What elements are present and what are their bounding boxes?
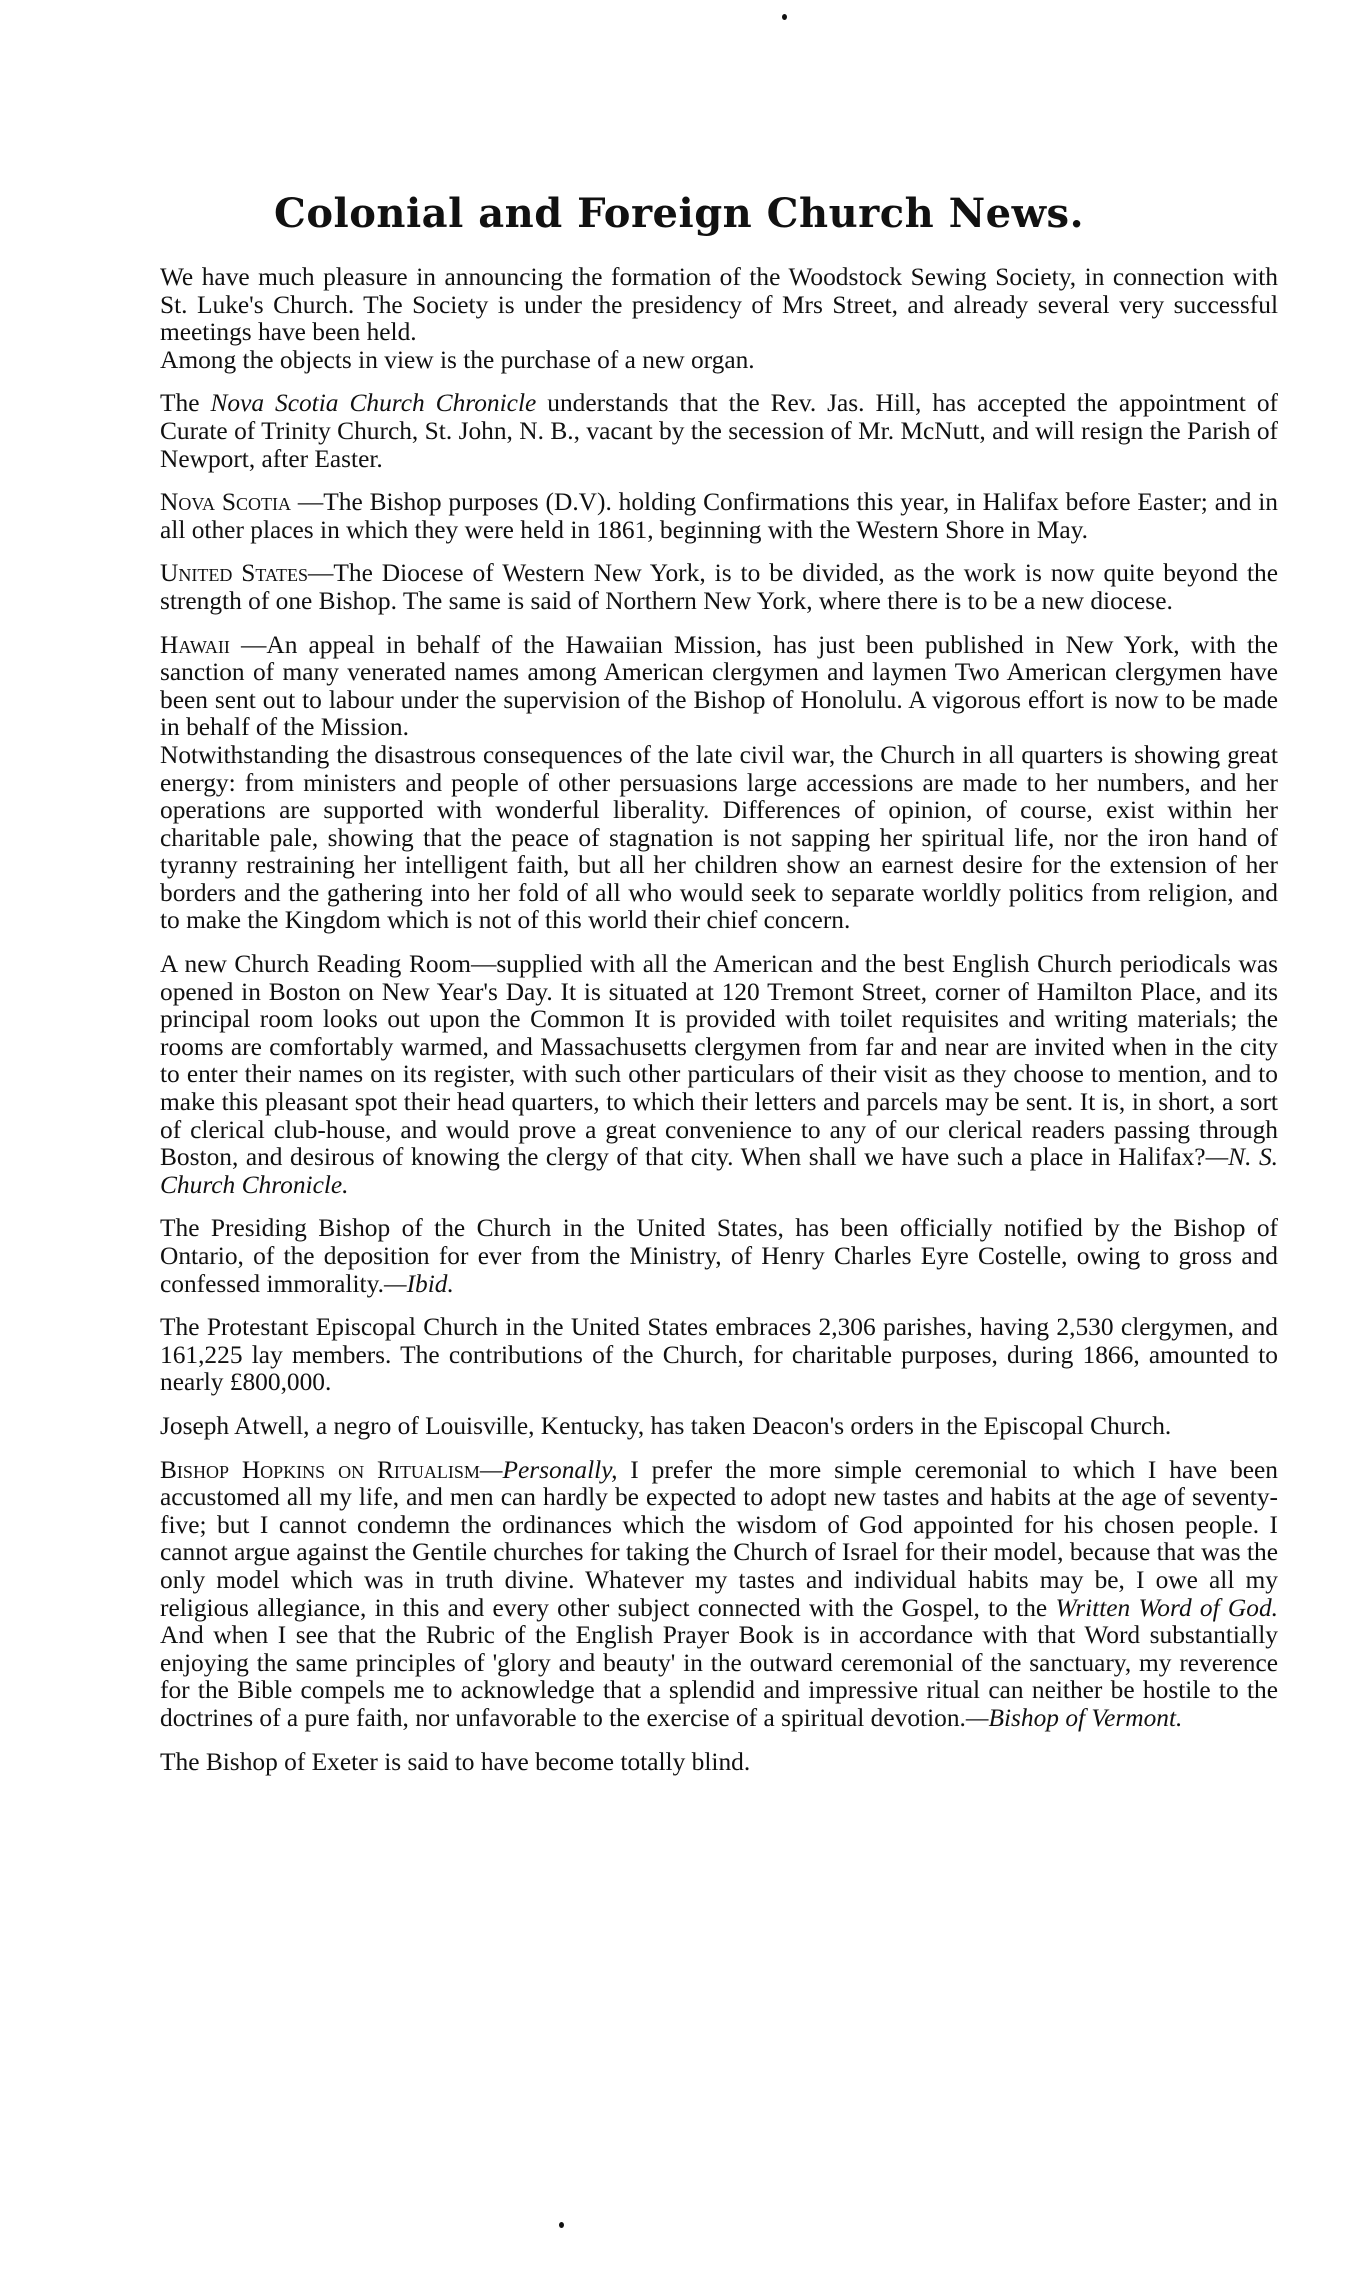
paragraph-presiding-bishop [160, 1215, 1278, 1298]
paragraph-text: Among the objects in view is the purchase of a new organ. [160, 345, 755, 374]
paragraph-civil-war [160, 742, 1278, 935]
ink-speck [782, 14, 787, 20]
paragraph-text: —The Bishop purposes (D.V). holding Confirmations this year, in Halifax before Easter; and in all other places in which they were held in 1861, beginning with the Western Shore in May. [160, 488, 1278, 544]
ink-speck [559, 2222, 564, 2228]
paragraph-text: The [160, 389, 211, 418]
paragraph-text: The Bishop of Exeter is said to have become totally blind. [160, 1747, 751, 1776]
paragraph-statistics [160, 1314, 1278, 1397]
paragraph-exeter [160, 1749, 1278, 1777]
section-lead: Bishop Hopkins on Ritualism [160, 1455, 480, 1484]
source-citation: —Bishop of Vermont. [965, 1703, 1183, 1732]
emphasis-text: —Personally, [479, 1455, 618, 1484]
paragraph-text: We have much pleasure in announcing the formation of the Woodstock Sewing Society, in connection with St. Luke's Church. The Society is under the presidency of Mrs Street, and already several very successful meetings have been held. [160, 263, 1278, 347]
paragraph-text: The Protestant Episcopal Church in the United States embraces 2,306 parishes, having 2,530 clergymen, and 161,225 lay members. The contributions of the Church, for charitable purposes, during 1866, amounted to nearly £800,000. [160, 1313, 1278, 1397]
paragraph-nova-scotia [160, 489, 1278, 544]
source-citation: —Ibid. [384, 1269, 454, 1298]
paragraph-text: Joseph Atwell, a negro of Louisville, Kentucky, has taken Deacon's orders in the Episcopal Church. [160, 1411, 1172, 1440]
section-lead: Nova Scotia [160, 488, 291, 517]
article-body [160, 264, 1278, 1776]
paragraph-text: A new Church Reading Room—supplied with all the American and the best English Church periodicals was opened in Boston on New Year's Day. It is situated at 120 Tremont Street, corner of Hamilton Place, and its principal room looks out upon the Common It is provided with toilet requisites and writing materials; the rooms are comfortably warmed, and Massachusetts clergymen from far and near are invited when in the city to enter their names on its register, with such other particulars of their visit as they choose to mention, and to make this pleasant spot their head quarters, to which their letters and parcels may be sent. It is, in short, a sort of clerical club-house, and would prove a great convenience to any of our clerical readers passing through Boston, and desirous of knowing the clergy of that city. When shall we have such a place in Halifax? [160, 950, 1278, 1172]
paragraph-text: understands that the Rev. Jas. Hill, has accepted the appointment of Curate of Trinity Church, St. John, N. B., vacant by the secession of Mr. McNutt, and will resign the Parish of Newport, after Easter. [160, 389, 1278, 473]
paragraph-text: And when I see that the Rubric of the English Prayer Book is in accordance with that Word substantially enjoying the same principles of 'glory and beauty' in the outward ceremonial of the sanctuary, my reverence for the Bible compels me to acknowledge that a splendid and impressive ritual can neither be hostile to the doctrines of a pure faith, nor unfavorable to the exercise of a spiritual devotion. [160, 1621, 1278, 1732]
paragraph-reading-room [160, 951, 1278, 1199]
source-citation: —N. S. Church Chronicle. [160, 1143, 1279, 1199]
paragraph-text: The Presiding Bishop of the Church in the United States, has been officially notified by the Bishop of Ontario, of the deposition for ever from the Ministry, of Henry Charles Eyre Costelle, owing to gross and confessed immorality. [160, 1214, 1278, 1298]
paragraph-text: Notwithstanding the disastrous consequences of the late civil war, the Church in all quarters is showing great energy: from ministers and people of other persuasions large accessions are made to her numbers, and her operations are supported with wonderful liberality. Differences of opinion, of course, exist within her charitable pale, showing that the peace of stagnation is not sapping her spiritual life, nor the iron hand of tyranny restraining her intelligent faith, but all her children show an earnest desire for the extension of her borders and the gathering into her fold of all who would seek to separate worldly politics from religion, and to make the Kingdom which is not of this world their chief concern. [160, 740, 1278, 935]
paragraph-woodstock [160, 264, 1278, 347]
paragraph-hawaii [160, 632, 1278, 742]
section-lead: Hawaii [160, 630, 230, 659]
emphasis-text: Written Word of God. [1055, 1593, 1278, 1622]
paragraph-ritualism [160, 1457, 1278, 1733]
paragraph-text: —An appeal in behalf of the Hawaiian Mission, has just been published in New York, with the sanction of many venerated names among American clergymen and laymen Two American clergymen have been sent out to labour under the supervision of the Bishop of Honolulu. A vigorous effort is now to be made in behalf of the Mission. [160, 630, 1278, 742]
paragraph-organ [160, 347, 1278, 375]
paragraph-atwell [160, 1413, 1278, 1441]
paragraph-curate [160, 390, 1278, 473]
paragraph-text: I prefer the more simple ceremonial to which I have been accustomed all my life, and men can hardly be expected to adopt new tastes and habits at the age of seventy-five; but I cannot condemn the ordinances which the wisdom of God appointed for his chosen people. I cannot argue against the Gentile churches for taking the Church of Israel for their model, because that was the only model which was in truth divine. Whatever my tastes and individual habits may be, I owe all my religious allegiance, in this and every other subject connected with the Gospel, to the [160, 1455, 1278, 1622]
section-lead: United States [160, 559, 308, 588]
paragraph-text: —The Diocese of Western New York, is to be divided, as the work is now quite beyond the strength of one Bishop. The same is said of Northern New York, where there is to be a new diocese. [160, 559, 1278, 615]
publication-title: Nova Scotia Church Chronicle [210, 389, 537, 418]
paragraph-united-states [160, 560, 1278, 615]
page-headline: Colonial and Foreign Church News. [273, 190, 1084, 237]
